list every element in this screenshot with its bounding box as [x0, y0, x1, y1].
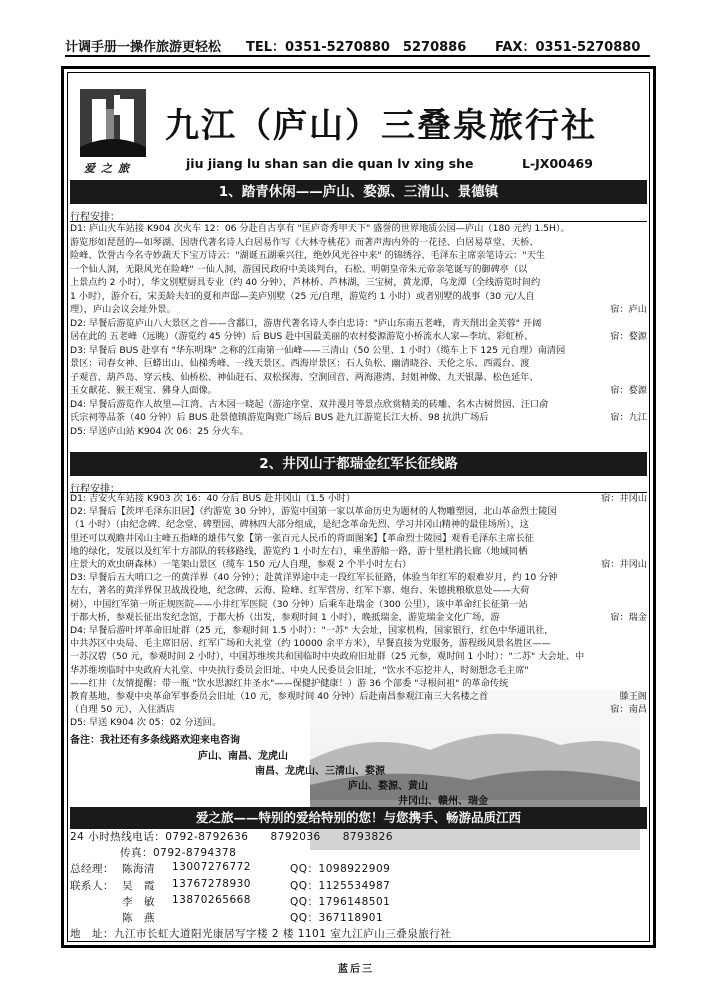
itinerary-line: 上景点约 2 小时），华文别墅厨具专业（约 40 分钟），芦林桥、芦林湖，三宝树，黄龙潭，乌龙潭（全线游览时间约 — [70, 277, 541, 288]
contact-name: 陈 燕 — [122, 912, 155, 924]
itinerary-line: （自理 50 元），入住酒店 — [70, 704, 175, 716]
itinerary-line: D3: 早餐后 BUS 赴享有 "华东明珠" 之称的江南第一仙峰——三清山（50 公里、1 小时）（缆车上下 125 元自理）南清园 — [70, 344, 566, 356]
itinerary-line: 中共苏区中央局、毛主席旧居、红军广场和大礼堂（约 10000 余平方米），早餐直接为党服务，游程级风景名胜区—— — [70, 638, 551, 650]
section1-title-bar — [70, 180, 647, 204]
route-option: 南昌、龙虎山、三清山、婺源 — [255, 766, 385, 777]
itinerary-line: 地的绿化，发展以及红军十方部队的转移路线，游览约 1 小时左右），乘坐游船一路，游十里杜鹃长廊（地域同栖 — [70, 545, 528, 557]
company-logo-icon — [78, 87, 148, 159]
itinerary-line: 氏宗祠等品茶（40 分钟）后 BUS 赴景德镇游览陶瓷广场后 BUS 赴九江游览长江大桥、98 抗洪广场后 — [70, 412, 489, 423]
overnight-stay: 宿：九江 — [610, 412, 647, 423]
section2-itinerary — [70, 492, 647, 742]
overnight-stay: 宿：婺源 — [610, 331, 647, 342]
itinerary-line: 于都大桥，参观长征出发纪念馆，于都大桥（出发，参观时间 1 小时），晚抵瑞金，游览瑞金文化广场，游 — [70, 611, 500, 623]
itinerary-line: 一苏汉碧（50 元，参观时间 2 小时），中国苏维埃共和国临时中央政府旧址群（25 元参，观时间 1 小时）："二苏" 大会址、中 — [70, 651, 585, 663]
itinerary-line: D2: 早餐后【茨坪毛泽东旧居】（约游览 30 分钟），游览中国第一家以革命历史为题材的人物雕塑园，北山革命烈士陵园 — [70, 506, 557, 518]
contact-role: 总经理： — [70, 863, 114, 875]
hotline: 24 小时热线电话：0792-8792636 8792036 8793826 — [70, 831, 393, 843]
overnight-stay: 滕王阁 — [619, 691, 647, 702]
itinerary-line: 教育基地，参观中央革命军事委员会旧址（10 元，参观时间 40 分钟）后赴南昌参观江南三大名楼之首 — [70, 691, 489, 702]
section2-title-bar — [70, 452, 647, 476]
page-label: 蓝后三 — [338, 964, 374, 975]
itinerary-line: 子观音、葫芦岛、穿云栈、仙桥松、神仙赶石、双松探海、空涧回音、两海港湾、封姐神像、九天银瀑、松色延年、 — [70, 371, 539, 383]
company-name: 九江（庐山）三叠泉旅行社 — [165, 106, 597, 146]
route-option: 庐山、婺源、黄山 — [348, 781, 428, 792]
contact-phone: 13007276772 — [172, 861, 251, 873]
slogan: 爱之旅——特别的爱给特别的您！与您携手、畅游品质江西 — [195, 810, 521, 825]
itinerary-line: D1: 吉安火车站接 K903 次 16：40 分后 BUS 赴井冈山（1.5 小时） — [70, 493, 356, 504]
top-fax: FAX：0351-5270880 — [495, 40, 641, 55]
contact-qq: QQ：367118901 — [290, 912, 384, 924]
company-pinyin: jiu jiang lu shan san die quan lv xing she — [186, 156, 474, 171]
more-routes-note: 备注：我社还有多条线路欢迎来电咨询 — [70, 735, 240, 746]
itinerary-line: 居在此的 五老峰（远眺）（游览约 45 分钟）后 BUS 赴中国最美丽的农村婺源游览小桥流水人家—李坑、彩虹桥、 — [70, 331, 534, 342]
itinerary-line: 险峰、饮誉古今名寺妙蔬天下宝万诗云："湖诞五湖乘兴往，绝妙风光谷中来" 的锦绣谷、毛泽东主席亲笔诗云："天生 — [70, 250, 545, 261]
overnight-stay: 宿：井冈山 — [601, 493, 647, 504]
itinerary-line: ——红井（友情提醒：带一瓶 "饮水思源红井圣水"——保健护健康！）游 36 个部委 "寻根问祖" 的革命传统 — [70, 677, 509, 689]
itinerary-line: D2: 早餐后游览庐山八大景区之首——含鄱口，游唐代著名诗人李白忠诗："庐山东南五老峰，青天削出金芙蓉" 开阔 — [70, 317, 542, 329]
fax-line: 传真：0792-8794378 — [120, 847, 237, 859]
itinerary-line: D4: 早餐后游览作人故里—江湾、古木园一晓起（游途序堂、双井漫月等景点欣赏精美的砖雕、名木古树贯园、汪口俞 — [70, 398, 549, 410]
slogan-bar — [70, 807, 647, 829]
itinerary-line: 理），庐山会议会址外景。 — [70, 304, 176, 315]
itinerary-line: D5: 早送 K904 次 05：02 分送回。 — [70, 717, 222, 729]
contact-name: 吴 霞 — [122, 880, 155, 892]
itinerary-line: 一个仙人洞，无限风光在险峰" 一仙人洞，游国民政府中美谈判台，石松、明朝皇帝朱元帝亲笔诞写的御碑亭（以 — [70, 263, 528, 275]
itinerary-line: （1 小时）（由纪念碑、纪念堂、碑塑园、碑林四大部分组成，是纪念革命先烈、学习井冈山精神的最佳场所），这 — [70, 519, 529, 531]
itinerary-line: D4: 早餐后游叶坪革命旧址群（25 元，参观时间 1.5 小时）："一苏" 大会址，国家机构，国家银行，红色中华通讯社， — [70, 625, 554, 636]
itinerary-line: D3: 早餐后五大哨口之一的黄洋界（40 分钟）；赴黄洋界途中走一段红军长征路，体验当年红军的艰难岁月，约 10 分钟 — [70, 572, 558, 584]
section1-itinerary — [70, 222, 647, 447]
route-option: 井冈山、赣州、瑞金 — [398, 796, 488, 807]
overnight-stay: 宿：庐山 — [610, 304, 647, 315]
overnight-stay: 宿：瑞金 — [610, 611, 647, 623]
overnight-stay: 宿：井冈山 — [601, 559, 647, 570]
section1-itinerary-label: 行程安排： — [70, 212, 120, 223]
route-option: 庐山、南昌、龙虎山 — [198, 751, 288, 762]
contact-qq: QQ：1125534987 — [290, 880, 391, 892]
itinerary-line: D5: 早送庐山站 K904 次 06：25 分火车。 — [70, 425, 249, 437]
itinerary-line: 游览形如琵琶的—如琴湖、因唐代著名诗人白居易作写《大林寺桃花》而著声海内外的一花径、白居易草堂、天桥、 — [70, 236, 539, 248]
itinerary-line: 景区：司春女神、巨蟒出山、仙梯秀峰、一线天景区、西海岸景区：石人负松、幽清晓谷、天伦之乐、西霞台、渡 — [70, 358, 530, 369]
itinerary-line: 里还可以观瞻井冈山主峰五指峰的雄伟气象【第一张百元人民币的背面图案】【革命烈士陵园】观看毛泽东主席长征 — [70, 532, 534, 544]
contact-qq: QQ：1098922909 — [290, 863, 391, 875]
itinerary-line: D1: 庐山火车站接 K904 次火车 12：06 分赴自古享有 "匡庐奇秀甲天下" 盛誉的世界地质公园—庐山（180 元约 1.5H）。 — [70, 223, 570, 234]
itinerary-line: 左右，著名的黄洋界保卫战战役地，纪念碑、云海、险峰、红军营房、红军下寨、炮台、朱德挑粮歇息处——大荷 — [70, 585, 530, 597]
contact-phone: 13870265668 — [172, 894, 251, 906]
top-headline: 计调手册一操作旅游更轻松 — [65, 40, 222, 55]
section1-title: 1、踏青休闲——庐山、婺源、三清山、景德镇 — [218, 184, 499, 200]
section2-itinerary-label: 行程安排： — [70, 484, 120, 495]
overnight-stay: 宿：南昌 — [610, 704, 647, 716]
contact-qq: QQ：1796148501 — [290, 896, 391, 908]
itinerary-line: 华苏维埃临时中央政府大礼堂、中央执行委员会旧址、中央人民委员会旧址，"饮水不忘挖井人，时刻想念毛主席" — [70, 664, 529, 676]
itinerary-line: 树），中国红军第一所正规医院——小井红军医院（30 分钟）后乘车赴瑞金（300 公里），该中革命红长征第一站 — [70, 598, 528, 610]
itinerary-line: 玉女献花、猴王观宝、狒身人面像。 — [70, 385, 217, 396]
overnight-stay: 宿：婺源 — [610, 385, 647, 396]
itinerary-line: 庄景大的欢虫研森林）一笔架山景区（缆车 150 元/人自理，参观 2 个半小时左右） — [70, 559, 412, 570]
top-header — [65, 36, 650, 56]
contact-name: 陈海清 — [122, 863, 155, 875]
contact-name: 李 敏 — [122, 896, 155, 908]
section2-title: 2、井冈山于都瑞金红军长征线路 — [259, 456, 458, 472]
itinerary-line: 1 小时），游介石，宋美龄夫妇的夏和声邸—美庐别墅（25 元/自理，游览约 1 小时）或者别墅的战事（30 元/人自 — [70, 290, 535, 302]
logo-tagline: 爱之旅 — [84, 162, 135, 175]
contact-role: 联系人： — [70, 880, 114, 892]
header-rule — [65, 55, 650, 57]
top-telephone: TEL：0351-5270880 5270886 — [246, 40, 467, 55]
company-license-code: L-JX00469 — [522, 156, 593, 171]
address: 地 址：九江市长虹大道阳光康居写字楼 2 楼 1101 室九江庐山三叠泉旅行社 — [70, 928, 452, 940]
contact-phone: 13767278930 — [172, 878, 251, 890]
